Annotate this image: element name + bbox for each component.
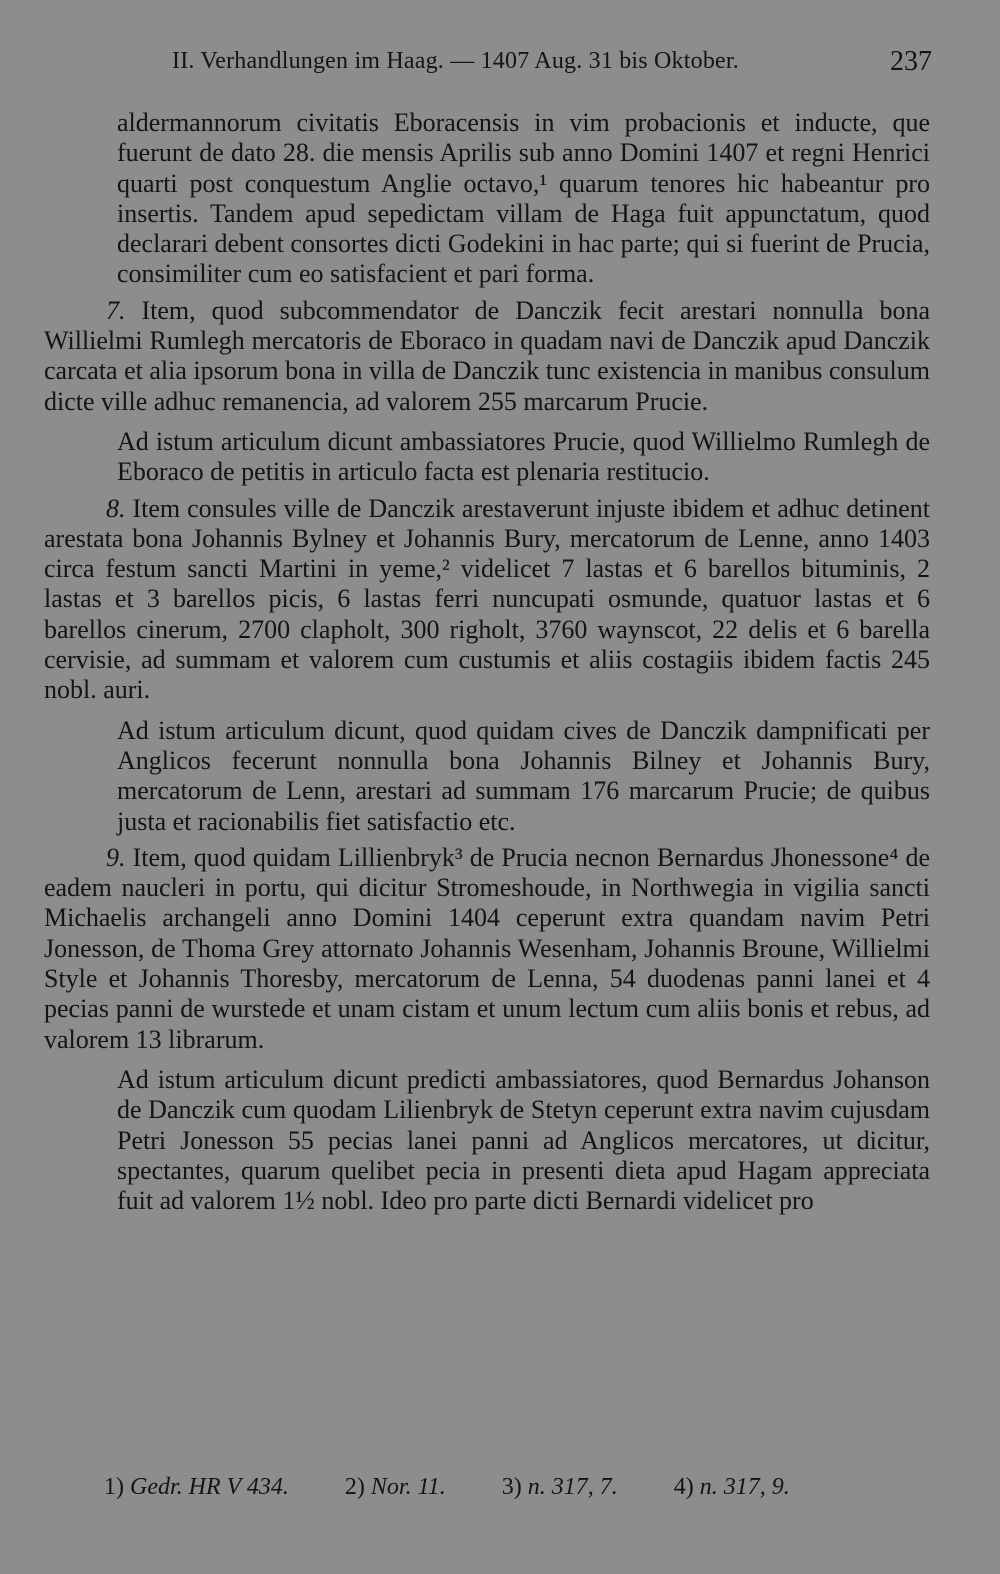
- response-text: Ad istum articulum dicunt, quod quidam cives de Danczik dampnificati per Anglicos fecerunt nonnulla bona Johannis Bilney et Johannis Bury, mercatorum de Lenn, arestari ad summam 176 marcarum Prucie; de quibus justa et racionabilis fiet satisfactio etc.: [117, 715, 930, 836]
- footnote-reference: n. 317, 7.: [527, 1474, 618, 1500]
- footnote-1: [104, 1474, 289, 1501]
- footnote-number: 4): [673, 1474, 694, 1500]
- response-8: [44, 716, 930, 837]
- article-text: Item consules ville de Danczik arestaverunt injuste ibidem et adhuc detinent arestata bona Johannis Bylney et Johannis Bury, mercatorum de Lenne, anno 1403 circa festum sancti Martini in yeme,² videlicet 7 lastas et 6 barellos bituminis, 2 lastas et 3 barellos picis, 6 lastas ferri nuncupati osmunde, quatuor lastas et 6 barellos cinerum, 2700 clapholt, 300 righolt, 3760 waynscot, 22 delis et 6 barella cervisie, ad summam et valorem cum custumis et aliis costagiis ibidem factis 245 nobl. auri.: [44, 493, 931, 705]
- paragraph-continuation: [44, 108, 930, 290]
- footnote-3: [502, 1474, 618, 1501]
- response-text: Ad istum articulum dicunt ambassiatores Prucie, quod Willielmo Rumlegh de Eboraco de petitis in articulo facta est plenaria restitucio.: [117, 426, 930, 487]
- paragraph-text: aldermannorum civitatis Eboracensis in vim probacionis et inducte, que fuerunt de dato 28. die mensis Aprilis sub anno Domini 1407 et regni Henrici quarti post conquestum Anglie octavo,¹ quarum tenores hic habeantur pro insertis. Tandem apud sepedictam villam de Haga fuit appunctatum, quod declarari debent consortes dicti Godekini in hac parte; qui si fuerint de Prucia, consimiliter cum eo satisfacient et pari forma.: [117, 108, 930, 289]
- footnote-2: [345, 1474, 446, 1501]
- footnote-reference: Gedr. HR V 434.: [130, 1474, 289, 1500]
- page-number: 237: [890, 46, 932, 77]
- footnotes: [104, 1474, 924, 1501]
- footnote-reference: n. 317, 9.: [699, 1474, 790, 1500]
- response-text: Ad istum articulum dicunt predicti ambassiatores, quod Bernardus Johanson de Danczik cum quodam Lilienbryk de Stetyn ceperunt extra navim cujusdam Petri Jonesson 55 pecias lanei panni ad Anglicos mercatores, ut dicitur, spectantes, quarum quelibet pecia in presenti dieta apud Hagam appreciata fuit ad valorem 1½ nobl. Ideo pro parte dicti Bernardi videlicet pro: [117, 1064, 930, 1216]
- footnote-number: 2): [344, 1474, 365, 1500]
- article-8: [44, 494, 930, 706]
- body-text: [44, 108, 930, 1216]
- footnote-4: [674, 1474, 790, 1501]
- article-text: Item, quod quidam Lillienbryk³ de Prucia necnon Bernardus Jhonessone⁴ de eadem naucleri in portu, qui dicitur Stromeshoude, in Northwegia in vigilia sancti Michaelis archangeli anno Domini 1404 ceperunt extra quandam navim Petri Jonesson, de Thoma Grey attornato Johannis Wesenham, Johannis Broune, Willielmi Style et Johannis Thoresby, mercatorum de Lenna, 54 duodenas panni lanei et 4 pecias panni de wurstede et unam cistam et unum lectum cum aliis bonis et rebus, ad valorem 13 librarum.: [44, 842, 931, 1054]
- article-number: 7.: [106, 295, 126, 325]
- article-number: 9.: [106, 842, 126, 872]
- response-7: [44, 427, 930, 488]
- running-head: II. Verhandlungen im Haag. — 1407 Aug. 31 bis Oktober.: [172, 48, 739, 74]
- footnote-number: 3): [501, 1474, 522, 1500]
- article-text: Item, quod subcommendator de Danczik fecit arestari nonnulla bona Willielmi Rumlegh mercatoris de Eboraco in quadam navi de Danczik apud Danczik carcata et alia ipsorum bona in villa de Danczik tunc existencia in manibus consulum dicte ville adhuc remanencia, ad valorem 255 marcarum Prucie.: [44, 295, 931, 416]
- article-9: [44, 843, 930, 1055]
- response-9: [44, 1065, 930, 1216]
- article-number: 8.: [106, 493, 126, 523]
- footnote-reference: Nor. 11.: [370, 1474, 446, 1500]
- article-7: [44, 296, 930, 417]
- page-header: [0, 44, 1000, 84]
- footnote-number: 1): [104, 1474, 124, 1500]
